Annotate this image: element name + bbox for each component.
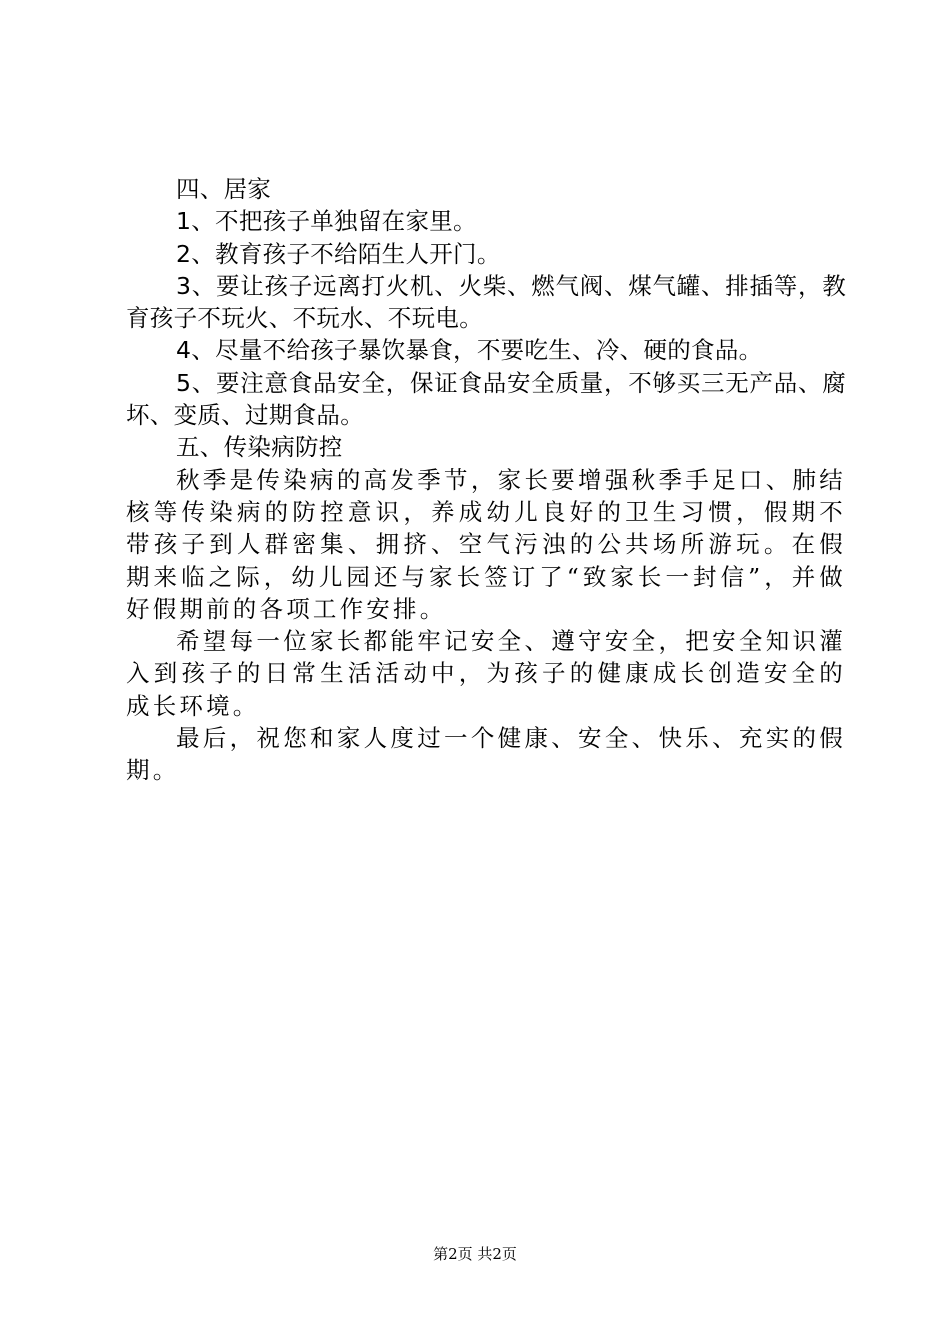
section-heading: 四、居家 [176, 175, 272, 203]
list-item: 3、要让孩子远离打火机、火柴、燃气阀、煤气罐、排插等，教育孩子不玩火、不玩水、不玩电。 [126, 271, 846, 333]
body-paragraph: 希望每一位家长都能牢记安全、遵守安全，把安全知识灌入到孩子的日常生活活动中，为孩子的健康成长创造安全的成长环境。 [126, 627, 846, 720]
document-body [126, 173, 846, 787]
body-paragraph: 最后，祝您和家人度过一个健康、安全、快乐、充实的假期。 [126, 724, 846, 785]
list-item: 1、不把孩子单独留在家里。 [176, 207, 477, 236]
list-item: 2、教育孩子不给陌生人开门。 [176, 239, 501, 268]
page-number-footer: 第2页 共2页 [433, 1245, 517, 1263]
list-item: 5、要注意食品安全，保证食品安全质量，不够买三无产品、腐坏、变质、过期食品。 [126, 368, 846, 430]
body-paragraph: 秋季是传染病的高发季节，家长要增强秋季手足口、肺结核等传染病的防控意识，养成幼儿良好的卫生习惯，假期不带孩子到人群密集、拥挤、空气污浊的公共场所游玩。在假期来临之际，幼儿园还与家长签订了“致家长一封信”，并做好假期前的各项工作安排。 [126, 465, 846, 623]
section-heading: 五、传染病防控 [176, 433, 343, 462]
list-item: 4、尽量不给孩子暴饮暴食，不要吃生、冷、硬的食品。 [176, 336, 763, 365]
